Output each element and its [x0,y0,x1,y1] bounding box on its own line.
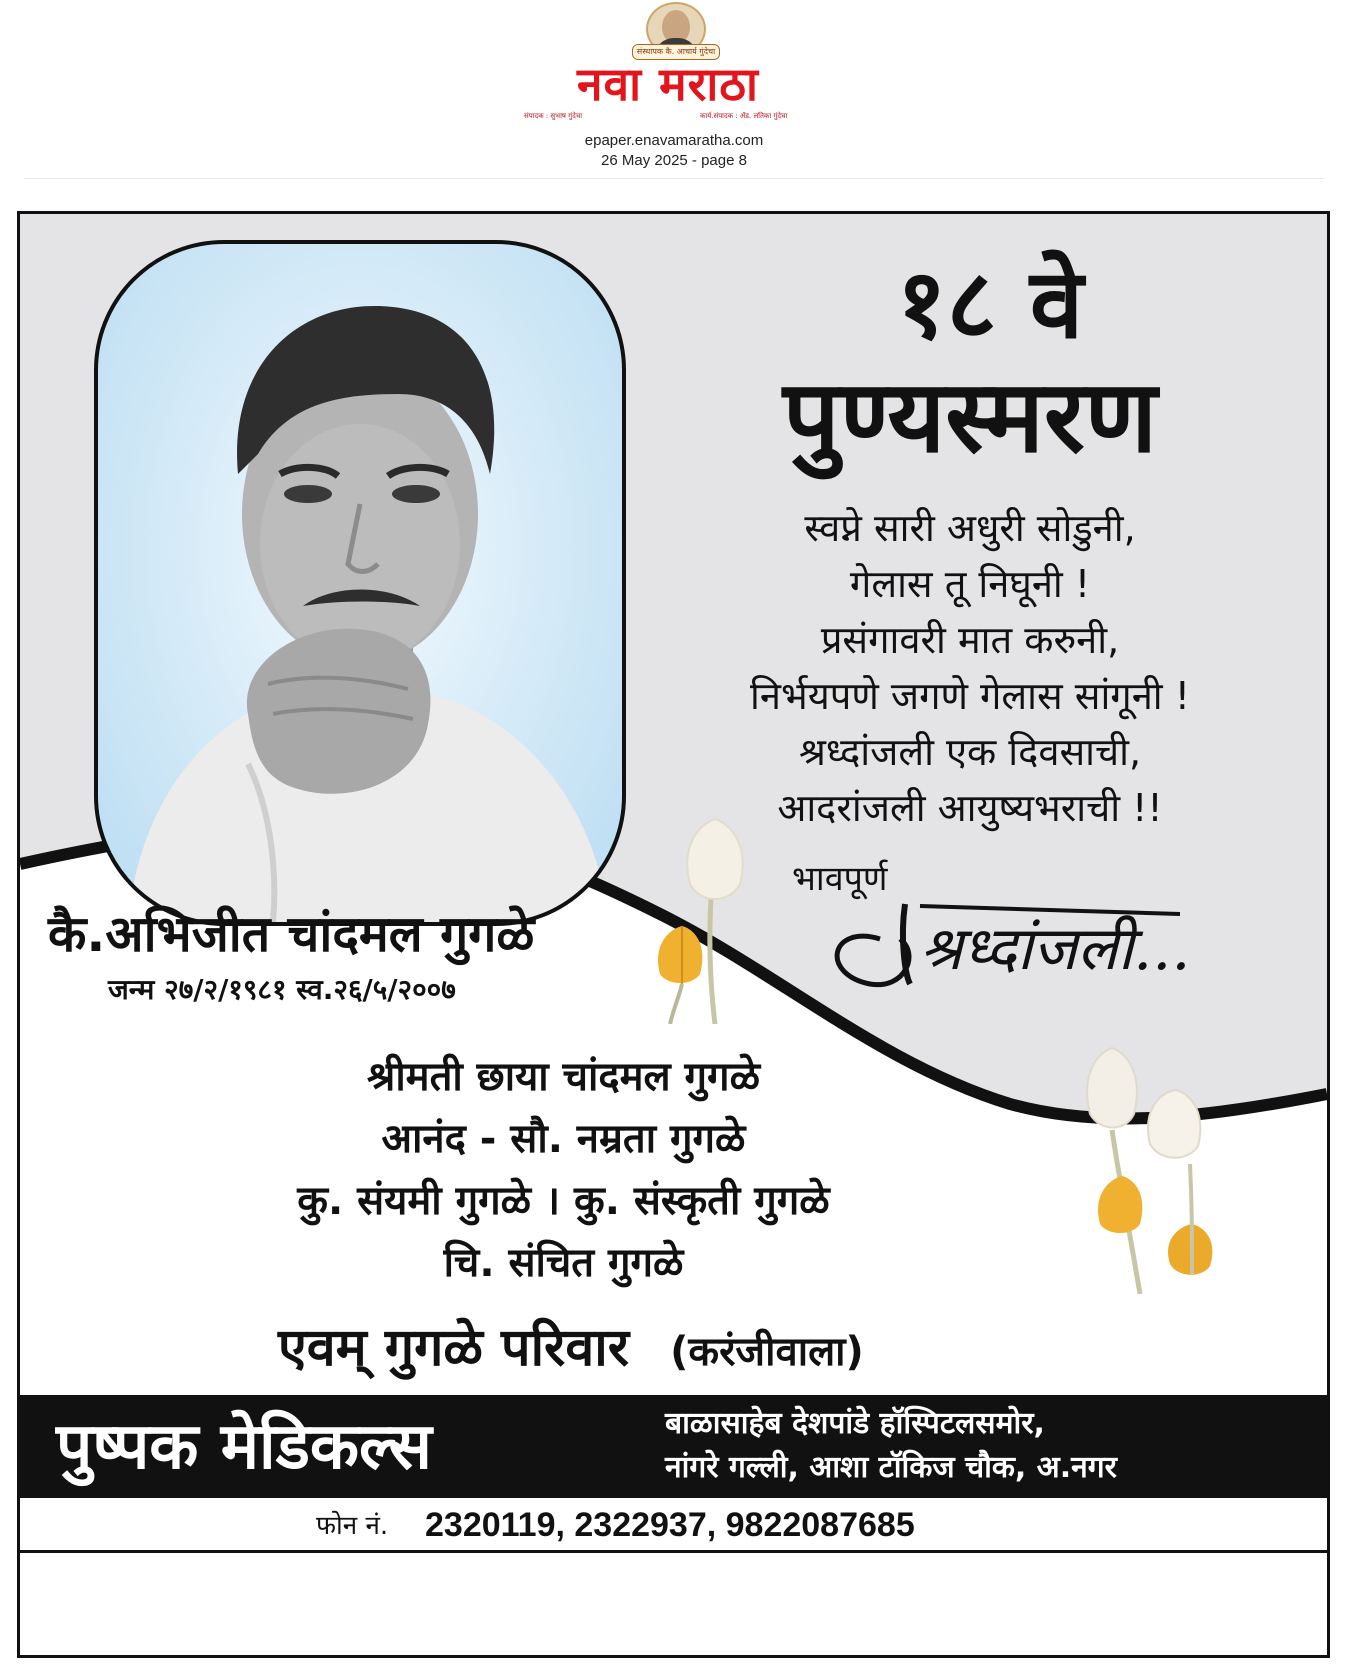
tulip-flower-icon [630,814,800,1024]
deceased-name: कै.अभिजीत चांदमल गुगळे [48,905,535,963]
deceased-photo [94,240,626,926]
family-suffix-label: (करंजीवाला) [670,1329,864,1375]
editor-credit: संपादक : सुभाष गुंदेचा [524,112,583,120]
newspaper-logo: नवा मराठा [577,57,759,111]
phone-numbers[interactable]: 2320119, 2322937, 9822087685 [425,1506,915,1544]
family-member-line: कु. संयमी गुगळे । कु. संस्कृती गुगळे [297,1178,830,1224]
family-member-line: आनंद - सौ. नम्रता गुगळे [381,1116,746,1162]
portrait-illustration [98,244,622,922]
masthead-divider [24,178,1324,179]
family-closing [278,1316,864,1384]
poem-line: स्वप्ने सारी अधुरी सोडुनी, [804,506,1136,550]
bhavpurna-label: भावपूर्ण [792,859,888,899]
sponsor-address-line: नांगरे गल्ली, आशा टॉकिज चौक, अ.नगर [665,1450,1117,1485]
sponsor-address-line: बाळासाहेब देशपांडे हॉस्पिटलसमोर, [665,1406,1045,1441]
family-main-label: एवम् गुगळे परिवार [278,1318,629,1378]
edition-date-page: 26 May 2025 - page 8 [601,152,747,169]
newspaper-masthead [0,0,1348,185]
sponsor-phone-row [20,1502,1327,1552]
executive-editor-credit: कार्य.संपादक : ॲड. लतिका गुंदेचा [700,112,788,120]
sponsor-name: पुष्पक मेडिकल्स [56,1410,432,1484]
poem-line: श्रध्दांजली एक दिवसाची, [798,730,1142,774]
founder-ribbon: संस्थापक कै. आचार्य गुंदेचा [632,44,720,60]
bottom-rule [20,1550,1327,1553]
epaper-url[interactable]: epaper.enavamaratha.com [584,132,764,149]
shraddhanjali-calligraphy [810,844,1210,994]
phone-label: फोन नं. [316,1511,389,1541]
memorial-advertisement [17,211,1330,1658]
birth-death-dates: जन्म २७/२/१९८१ स्व.२६/५/२००७ [108,973,456,1006]
anniversary-number: १८ वे [896,248,1084,360]
anniversary-title: पुण्यस्मरण [782,358,1158,475]
family-member-line: श्रीमती छाया चांदमल गुगळे [367,1054,760,1100]
shraddhanjali-text: श्रध्दांजली... [920,914,1191,984]
poem-line: निर्भयपणे जगणे गेलास सांगूनी ! [750,674,1190,718]
poem-line: प्रसंगावरी मात करुनी, [820,618,1120,662]
family-member-line: चि. संचित गुगळे [443,1240,684,1286]
poem-line: आदरांजली आयुष्यभराची !! [777,786,1163,830]
sponsor-band [20,1395,1327,1498]
poem-line: गेलास तू निघूनी ! [849,562,1091,606]
